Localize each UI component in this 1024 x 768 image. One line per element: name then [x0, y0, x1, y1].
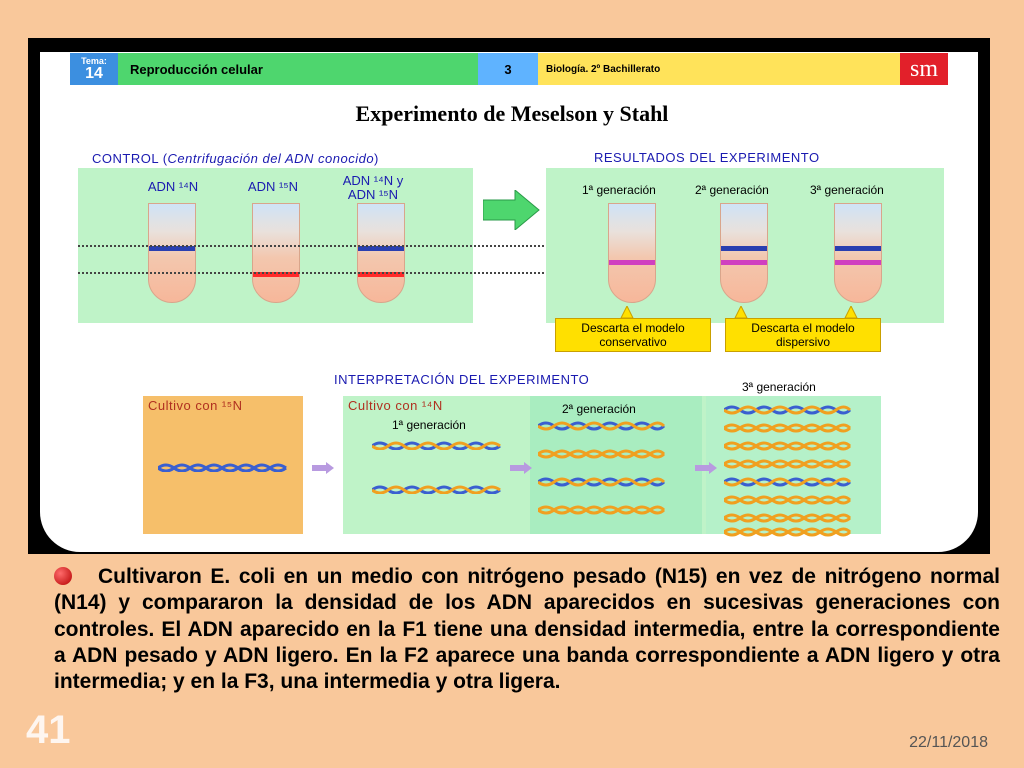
- results-heading: RESULTADOS DEL EXPERIMENTO: [594, 150, 820, 165]
- tube-label-14n: ADN ¹⁴N: [147, 179, 199, 194]
- control-tube-15n: [252, 203, 300, 303]
- explanation-paragraph: [54, 564, 1000, 695]
- topic-title: Reproducción celular: [118, 53, 478, 85]
- band-intermediate: [835, 260, 881, 265]
- result-label-gen3: 3ª generación: [810, 183, 884, 197]
- tube-label-15n: ADN ¹⁵N: [247, 179, 299, 194]
- dna-helix-hybrid: [538, 476, 666, 488]
- dna-helix-light: [724, 422, 852, 434]
- dna-helix-hybrid: [372, 440, 502, 450]
- dna-helix-light: [724, 458, 852, 470]
- dna-helix-hybrid: [724, 404, 852, 416]
- interp-label-gen1: 1ª generación: [392, 418, 466, 432]
- culture-14n-label: Cultivo con ¹⁴N: [348, 398, 443, 413]
- control-tube-14n: [148, 203, 196, 303]
- result-label-gen1: 1ª generación: [582, 183, 656, 197]
- result-tube-gen2: [720, 203, 768, 303]
- band-intermediate: [609, 260, 655, 265]
- figure-page-number: 3: [478, 53, 538, 85]
- band-intermediate: [721, 260, 767, 265]
- control-tube-mixed: [357, 203, 405, 303]
- control-heading-detail: Centrifugación del ADN conocido: [167, 151, 375, 166]
- explanation-text: Cultivaron E. coli en un medio con nitrógeno pesado (N15) en vez de nitrógeno normal (N14) y compararon la densidad de los ADN aparecidos en sucesivas generaciones con controles. El ADN aparecido en la F1 tiene una densidad intermedia, entre la correspondiente a ADN pesado y ADN ligero. En la F2 aparece una banda correspondiente a ADN ligero y otra intermedia; y en la F3, una intermedia y otra ligera.: [54, 565, 1000, 693]
- dna-helix-hybrid: [372, 484, 502, 494]
- dna-helix-light: [724, 440, 852, 452]
- dna-helix-light: [724, 526, 852, 538]
- slide-number: 41: [26, 708, 71, 752]
- arrow-right-icon: [483, 190, 541, 230]
- culture-15n-label: Cultivo con ¹⁵N: [148, 398, 243, 413]
- dna-helix-hybrid: [538, 420, 666, 432]
- dna-helix-light: [724, 494, 852, 506]
- dna-helix-heavy: [158, 462, 288, 472]
- arrow-right-icon: [312, 462, 336, 474]
- figure-header: [70, 53, 955, 85]
- dna-helix-light: [538, 448, 666, 460]
- interp-label-gen2: 2ª generación: [562, 402, 636, 416]
- course-name: Biología. 2º Bachillerato: [538, 53, 900, 85]
- figure-title: Experimento de Meselson y Stahl: [355, 101, 669, 126]
- interpretation-heading: INTERPRETACIÓN DEL EXPERIMENTO: [334, 372, 590, 387]
- result-tube-gen3: [834, 203, 882, 303]
- dna-helix-light: [538, 504, 666, 516]
- result-tube-gen1: [608, 203, 656, 303]
- control-heading: CONTROL (Centrifugación del ADN conocido): [92, 151, 379, 166]
- arrow-right-icon: [695, 462, 719, 474]
- result-label-gen2: 2ª generación: [695, 183, 769, 197]
- interp-label-gen3: 3ª generación: [742, 380, 816, 394]
- band-light: [721, 246, 767, 251]
- topic-number: 14: [85, 64, 103, 82]
- band-light: [835, 246, 881, 251]
- topic-badge: [70, 53, 118, 85]
- dna-helix-light: [724, 512, 852, 524]
- publisher-logo: sm: [900, 53, 948, 85]
- topic-label: Tema:: [81, 55, 107, 66]
- slide-date: 22/11/2018: [909, 734, 988, 751]
- dna-helix-hybrid: [724, 476, 852, 488]
- tube-label-mixed: ADN ¹⁴N y ADN ¹⁵N: [342, 173, 404, 203]
- arrow-right-icon: [510, 462, 534, 474]
- bullet-icon: [54, 567, 72, 585]
- note-dispersive: Descarta el modelo dispersivo: [725, 318, 881, 352]
- note-conservative: Descarta el modelo conservativo: [555, 318, 711, 352]
